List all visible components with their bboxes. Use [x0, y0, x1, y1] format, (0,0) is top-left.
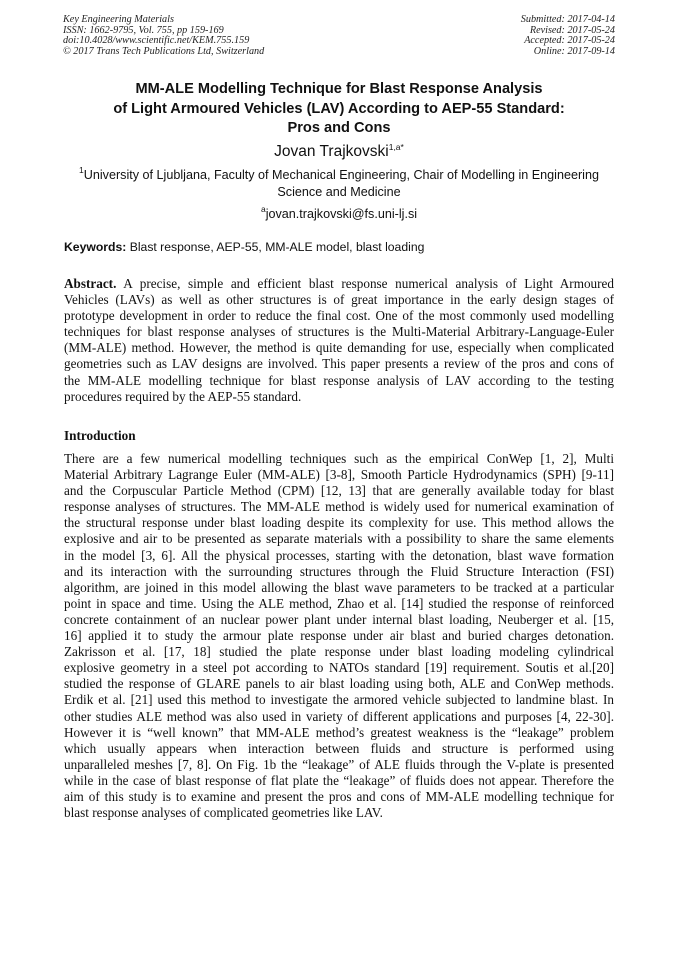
journal-name: Key Engineering Materials [63, 14, 174, 25]
doi-line: doi:10.4028/www.scientific.net/KEM.755.159 [63, 35, 250, 47]
keywords [64, 239, 424, 255]
abstract-line: techniques for blast response analyses of structures is the Multi-Material Arbitrary-Language-Euler [64, 324, 614, 340]
submitted-date: Submitted: 2017-04-14 [520, 14, 615, 25]
intro-line: There are a few numerical modelling techniques such as the empirical ConWep [1, 2], Multi [64, 451, 614, 466]
intro-line: aim of this study is to examine and present the pros and cons of MM-ALE modelling technique for [64, 788, 614, 804]
intro-line: blast response analyses of complicated geometries like LAV. [64, 805, 383, 821]
author-line [0, 142, 678, 162]
author-name: Jovan Trajkovski [274, 143, 389, 160]
intro-line: explosive and air to be presented as separate materials with a possibility to share the same elements [64, 531, 614, 547]
affiliation-superscript: 1 [79, 165, 84, 175]
abstract [64, 276, 614, 405]
affiliation-line-1: University of Ljubljana, Faculty of Mechanical Engineering, Chair of Modelling in Engineering [83, 168, 599, 182]
section-heading-introduction: Introduction [64, 428, 136, 443]
abstract-line: (MM-ALE) method. However, the method is quite demanding for use, especially when complicated [64, 340, 614, 356]
affiliation-line-2: Science and Medicine [277, 185, 401, 199]
intro-line: which usually appears when interaction between fluids and structure is performed using [64, 740, 614, 756]
accepted-date: Accepted: 2017-05-24 [524, 35, 615, 47]
affiliation [60, 167, 618, 201]
email-address[interactable]: jovan.trajkovski@fs.uni-lj.si [265, 207, 418, 221]
intro-line: and the Corpuscular Particle Method (CPM) [12, 13] that are generally available today for blast [64, 483, 614, 499]
intro-line: explosive geometry in a steel pot according to NATOs standard [19] requirement. Soutis et al.[20] [64, 660, 614, 676]
intro-line: the structural response under blast loading despite its complexity for use. This method allows the [64, 515, 614, 531]
abstract-line: A precise, simple and efficient blast response numerical analysis of Light Armoured [123, 276, 614, 291]
intro-line: 16] applied it to study the armour plate response under air blast and buried charges detonation. [64, 628, 614, 644]
email-superscript: a [260, 204, 266, 214]
intro-line: Erdik et al. [21] used this method to investigate the armored vehicle subjected to landmine blast. In [64, 692, 614, 708]
intro-line: Zakrisson et al. [17, 18] studied the plate response under blast loading modeling cylindrical [64, 644, 614, 660]
title-line: Pros and Cons [287, 120, 391, 136]
paper-title [40, 80, 638, 139]
intro-line: However it is “well known” that MM-ALE method’s greatest weakness is the “leakage” problem [64, 724, 614, 740]
intro-line: and its interaction with the surrounding structures through the Fluid Structure Interaction (FSI) [64, 563, 614, 579]
abstract-line: geometries such as LAV designs are involved. This paper presents a review of the pros and cons of [64, 356, 614, 372]
title-line: of Light Armoured Vehicles (LAV) According to AEP-55 Standard: [113, 100, 565, 117]
abstract-line: prototype development in order to reduce the final cost. One of the most commonly used modelling [64, 308, 614, 324]
intro-line: algorithm, are joined in this model allowing the blast wave parameters to be tracked at a particular [64, 579, 614, 595]
journal-info [63, 15, 264, 57]
intro-line: response analyses of structures. The MM-ALE method is widely used for numerical examination of [64, 499, 614, 515]
intro-line: other studies ALE method was also used in variety of different applications and purposes [4, 22-30]. [64, 708, 614, 724]
abstract-line: Vehicles (LAVs) as well as other structures is of great importance in the early design stages of [64, 292, 614, 308]
intro-line: concrete containment of an nuclear power plant under internal blast loading, Neuberger et al. [15, [64, 611, 614, 627]
intro-line: unparalleled meshes [7, 8]. On Fig. 1b the “leakage” of ALE fluids through the V-plate is presented [64, 756, 614, 772]
intro-line: Material Arbitrary Lagrange Euler (MM-ALE) [3-8], Smooth Particle Hydrodynamics (SPH) [9-11] [64, 467, 614, 483]
intro-line: while in the case of blast response of flat plate the “leakage” of fluids does not appear. Therefore the [64, 772, 614, 788]
intro-line: point in space and time. Using the ALE method, Zhao et al. [14] studied the response of reinforced [64, 595, 614, 611]
publication-dates [521, 15, 615, 57]
keywords-text: Blast response, AEP-55, MM-ALE model, blast loading [129, 240, 425, 254]
abstract-label: Abstract. [64, 276, 117, 291]
intro-line: studied the response of GLARE panels to air blast loading using both, ALE and ConWep methods. [64, 676, 614, 692]
issn-line: ISSN: 1662-9795, Vol. 755, pp 159-169 [63, 24, 224, 36]
intro-line: in the model [3, 6]. All the physical processes, starting with the detonation, blast wave formation [64, 547, 614, 563]
introduction-body [64, 451, 614, 821]
abstract-line: procedures required by the AEP-55 standard. [64, 388, 302, 404]
revised-date: Revised: 2017-05-24 [529, 24, 615, 36]
copyright-line: © 2017 Trans Tech Publications Ltd, Switzerland [63, 45, 265, 57]
keywords-label: Keywords: [64, 240, 127, 254]
abstract-line: the MM-ALE modelling technique for blast response analysis of LAV according to the testing [64, 372, 614, 388]
author-superscript: 1,a* [388, 142, 404, 152]
author-email [0, 206, 678, 222]
title-line: MM-ALE Modelling Technique for Blast Response Analysis [135, 81, 543, 97]
online-date: Online: 2017-09-14 [533, 45, 615, 57]
